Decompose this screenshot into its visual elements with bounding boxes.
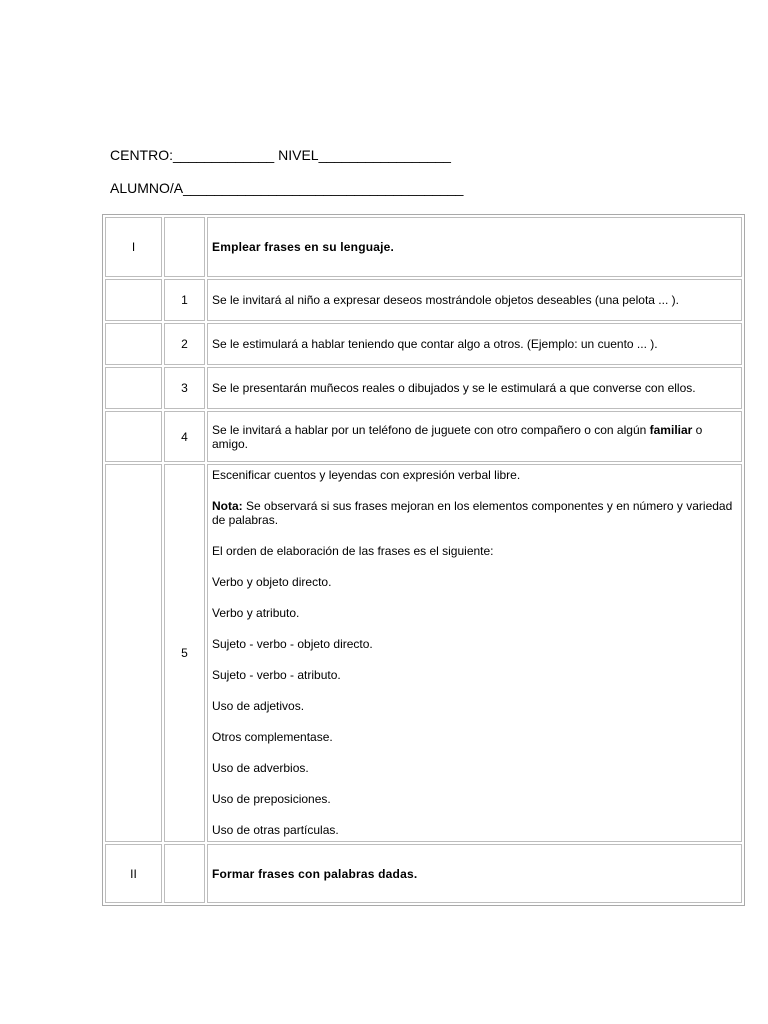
note-paragraph (212, 499, 737, 527)
centro-nivel-line: CENTRO:_____________ NIVEL_________________ (110, 147, 451, 163)
empty-num-cell (164, 844, 205, 903)
alumno-line: ALUMNO/A____________________________________ (110, 180, 464, 196)
row-number: 1 (164, 279, 205, 321)
objectives-table (102, 214, 745, 906)
row-text-bold: familiar (649, 422, 693, 437)
empty-section-cell (105, 323, 162, 365)
row-text (207, 411, 742, 462)
empty-section-cell (105, 464, 162, 842)
list-item: Uso de otras partículas. (212, 822, 339, 837)
empty-section-cell (105, 367, 162, 409)
list-item: Verbo y objeto directo. (212, 574, 332, 589)
list-item: Uso de adverbios. (212, 760, 309, 775)
note-label: Nota: (212, 498, 243, 513)
section-number: I (105, 217, 162, 277)
section-number: II (105, 844, 162, 903)
empty-section-cell (105, 279, 162, 321)
empty-num-cell (164, 217, 205, 277)
table-row (105, 367, 742, 409)
table-row (105, 411, 742, 462)
row-text: Se le invitará al niño a expresar deseos mostrándole objetos deseables (una pelota ... ). (207, 279, 742, 321)
row-number: 3 (164, 367, 205, 409)
table-row (105, 323, 742, 365)
row-number: 2 (164, 323, 205, 365)
table-row (105, 279, 742, 321)
table-row (105, 464, 742, 842)
section-row-2 (105, 844, 742, 903)
order-intro: El orden de elaboración de las frases es el siguiente: (212, 543, 494, 558)
note-text: Se observará si sus frases mejoran en los elementos componentes y en número y variedad de palabras. (212, 498, 733, 527)
section-title: Formar frases con palabras dadas. (207, 844, 742, 903)
row-text-block (207, 464, 742, 842)
list-item: Uso de preposiciones. (212, 791, 331, 806)
row-number: 4 (164, 411, 205, 462)
list-item: Uso de adjetivos. (212, 698, 305, 713)
section-title: Emplear frases en su lenguaje. (207, 217, 742, 277)
list-item: Verbo y atributo. (212, 605, 300, 620)
row-text-part: o amigo. (212, 422, 703, 451)
row-text: Se le presentarán muñecos reales o dibujados y se le estimulará a que converse con ellos. (207, 367, 742, 409)
row-text: Se le estimulará a hablar teniendo que contar algo a otros. (Ejemplo: un cuento ... ). (207, 323, 742, 365)
empty-section-cell (105, 411, 162, 462)
list-item: Otros complementase. (212, 729, 333, 744)
row-number: 5 (164, 464, 205, 842)
row-text-part: Se le invitará a hablar por un teléfono de juguete con otro compañero o con algún (212, 422, 650, 437)
list-item: Sujeto - verbo - objeto directo. (212, 636, 373, 651)
list-item: Sujeto - verbo - atributo. (212, 667, 341, 682)
intro-text: Escenificar cuentos y leyendas con expresión verbal libre. (212, 467, 521, 482)
section-row-1 (105, 217, 742, 277)
